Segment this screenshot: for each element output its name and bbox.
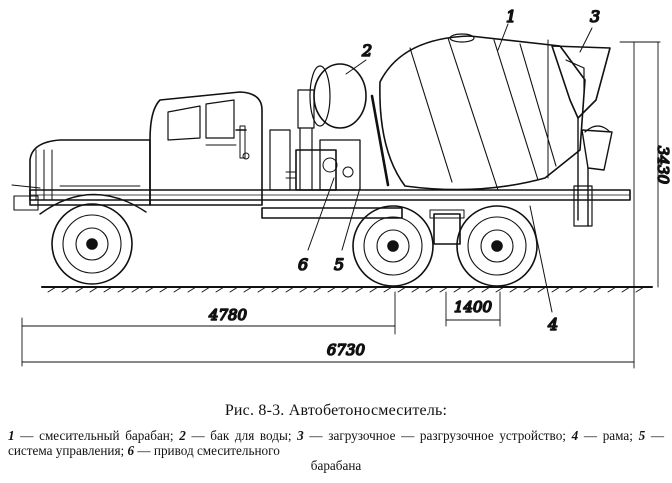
- legend-item-4: 4 — рама;: [571, 428, 633, 443]
- truck-cab: [150, 92, 262, 205]
- figure-caption-legend: [8, 428, 664, 473]
- legend-item-2: 2 — бак для воды;: [179, 428, 292, 443]
- dimension-overall-height: 3430: [654, 145, 672, 185]
- legend-item-1: 1 — смесительный барабан;: [8, 428, 174, 443]
- mixing-drum: [372, 34, 585, 190]
- control-drive-block: [270, 130, 360, 190]
- callout-3: 3: [590, 7, 601, 26]
- figure-caption-title: Рис. 8-3. Автобетоносмеситель:: [224, 402, 448, 419]
- legend-item-6: 6 — привод смесительного: [127, 443, 280, 458]
- callout-4: 4: [548, 315, 559, 334]
- water-tank: [298, 64, 366, 190]
- callout-2: 2: [362, 41, 373, 60]
- legend-item-3: 3 — загрузочное — разгрузочное устройство;: [297, 428, 566, 443]
- legend-item-5: 5 — система управления;: [8, 428, 665, 458]
- rear-wheel-2: [457, 206, 537, 286]
- callout-1: 1: [506, 7, 517, 26]
- callout-5: 5: [334, 255, 345, 274]
- loading-unloading-device: [552, 46, 612, 226]
- ground-line: [42, 287, 652, 292]
- front-wheel: [52, 204, 132, 284]
- legend-item-6-continued: барабана: [310, 458, 362, 473]
- dimension-wheelbase: 4780: [208, 306, 248, 324]
- dimension-rear-axle-spacing: 1400: [453, 298, 493, 316]
- dimension-overall-length: 6730: [326, 341, 366, 359]
- callout-6: 6: [298, 255, 309, 274]
